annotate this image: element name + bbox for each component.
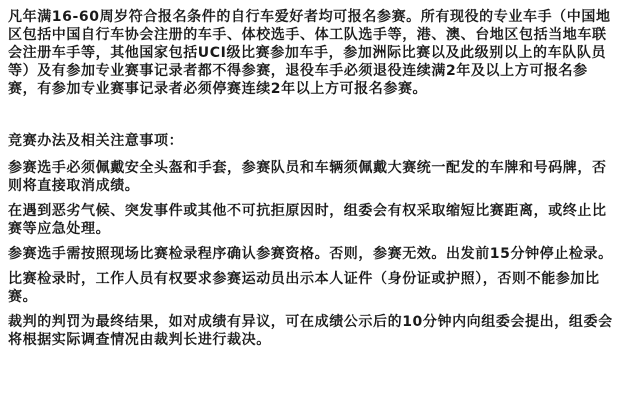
rule-item-id-check: 比赛检录时，工作人员有权要求参赛运动员出示本人证件（身份证或护照），否则不能参加比赛。 xyxy=(8,271,600,305)
rules-list xyxy=(8,159,616,349)
document-body xyxy=(8,8,616,349)
rule-item-check-in: 参赛选手需按照现场比赛检录程序确认参赛资格。否则，参赛无效。出发前15分钟停止检录。 xyxy=(8,246,613,262)
rule-item-referee-decision: 裁判的判罚为最终结果，如对成绩有异议，可在成绩公示后的10分钟内向组委会提出，组委会将根据实际调查情况由裁判长进行裁决。 xyxy=(8,314,613,348)
section-heading: 竞赛办法及相关注意事项： xyxy=(8,133,184,149)
rule-item-emergency: 在遇到恶劣气候、突发事件或其他不可抗拒原因时，组委会有权采取缩短比赛距离，或终止比赛等应急处理。 xyxy=(8,203,607,237)
rule-item-safety-gear: 参赛选手必须佩戴安全头盔和手套，参赛队员和车辆须佩戴大赛统一配发的车牌和号码牌，否则将直接取消成绩。 xyxy=(8,160,607,194)
eligibility-paragraph: 凡年满16-60周岁符合报名条件的自行车爱好者均可报名参赛。所有现役的专业车手（中国地区包括中国自行车协会注册的车手、体校选手、体工队选手等，港、澳、台地区包括当地车联会注册车手等，其他国家包括UCI级比赛参加车手，参加洲际比赛以及此级别以上的车队队员等）及有参加专业赛事记录者都不得参赛，退役车手必须退役连续满2年及以上方可报名参赛，有参加专业赛事记录者必须停赛连续2年以上方可报名参赛。 xyxy=(8,9,611,97)
